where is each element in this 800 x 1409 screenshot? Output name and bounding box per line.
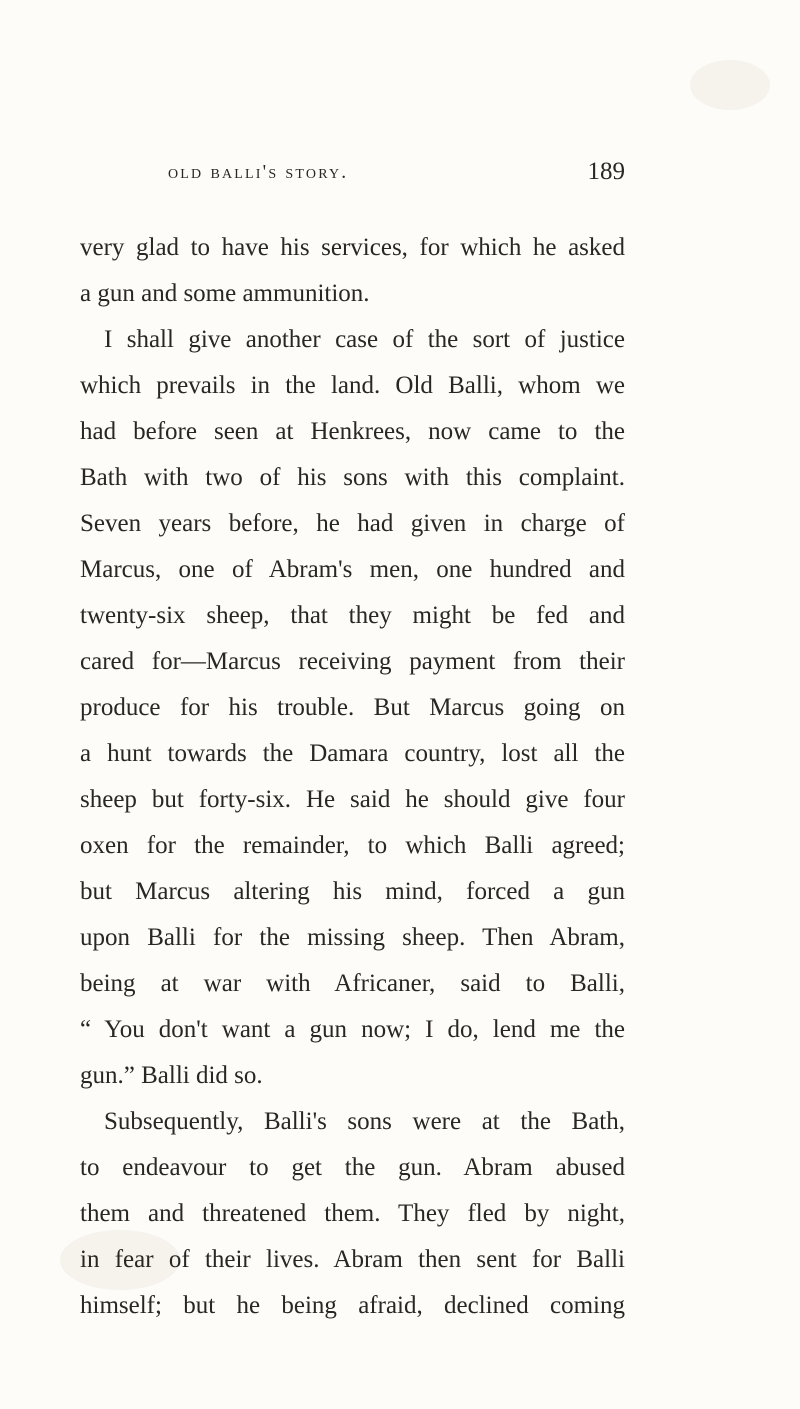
text-line: Seven years before, he had given in charge of [80, 510, 625, 537]
text-line: himself; but he being afraid, declined coming [80, 1292, 625, 1319]
text-line: very glad to have his services, for which he asked [80, 234, 625, 261]
text-line: a hunt towards the Damara country, lost all the [80, 740, 625, 767]
text-line: Bath with two of his sons with this complaint. [80, 464, 625, 491]
text-line: had before seen at Henkrees, now came to the [80, 418, 625, 445]
paper-stain [690, 60, 770, 110]
text-line: twenty-six sheep, that they might be fed and [80, 602, 625, 629]
text-line: upon Balli for the missing sheep. Then Abram, [80, 924, 625, 951]
text-line: being at war with Africaner, said to Balli, [80, 970, 625, 997]
text-line: Marcus, one of Abram's men, one hundred and [80, 556, 625, 583]
text-line: to endeavour to get the gun. Abram abused [80, 1154, 625, 1181]
text-line: I shall give another case of the sort of justice [104, 326, 625, 353]
text-line: which prevails in the land. Old Balli, whom we [80, 372, 625, 399]
text-line: oxen for the remainder, to which Balli agreed; [80, 832, 625, 859]
text-line: Subsequently, Balli's sons were at the Bath, [104, 1108, 625, 1135]
text-line: gun.” Balli did so. [80, 1062, 263, 1089]
text-line: sheep but forty-six. He said he should give four [80, 786, 625, 813]
text-line: a gun and some ammunition. [80, 280, 370, 307]
body-text [80, 225, 625, 1329]
text-line: but Marcus altering his mind, forced a gun [80, 878, 625, 905]
text-line: cared for—Marcus receiving payment from their [80, 648, 625, 675]
text-line: produce for his trouble. But Marcus going on [80, 694, 625, 721]
running-title: old balli's story. [168, 162, 349, 183]
text-line: “ You don't want a gun now; I do, lend me the [80, 1016, 625, 1043]
page-header [80, 158, 625, 198]
text-line: them and threatened them. They fled by night, [80, 1200, 625, 1227]
text-line: in fear of their lives. Abram then sent for Balli [80, 1246, 625, 1273]
page-number: 189 [587, 158, 625, 185]
